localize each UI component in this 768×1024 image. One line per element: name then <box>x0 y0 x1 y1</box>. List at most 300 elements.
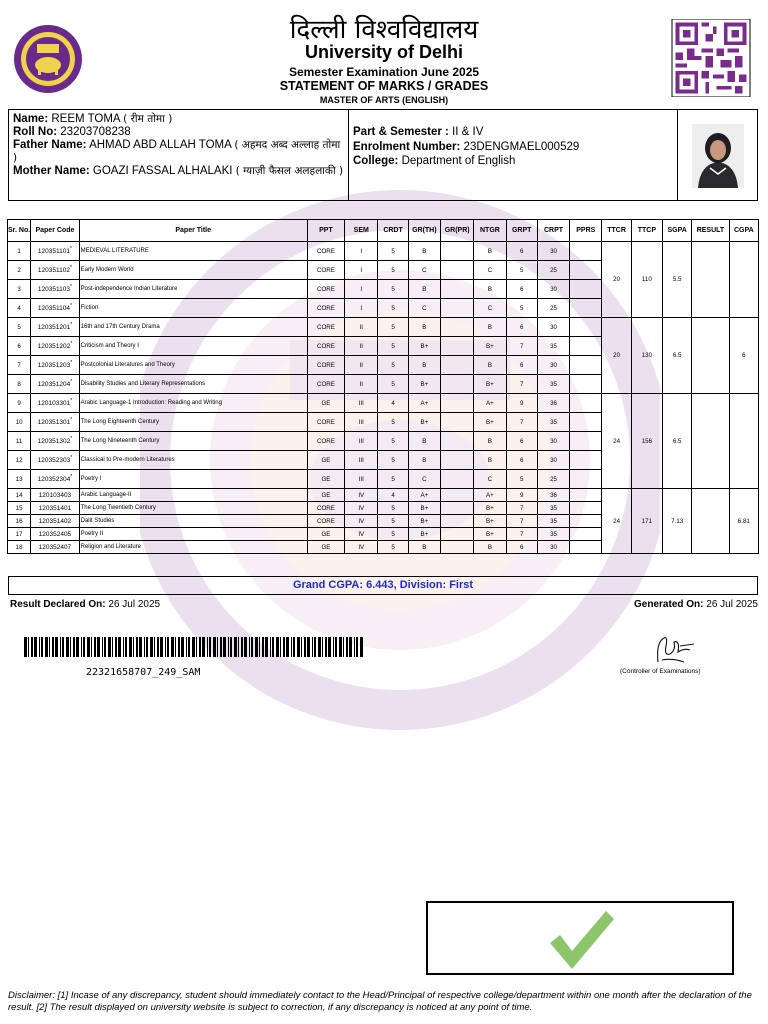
barcode-bar <box>220 637 222 657</box>
paper-code: 120103301 <box>37 400 71 408</box>
exam-title: Semester Examination June 2025 <box>288 65 480 79</box>
paper-code-cell <box>31 356 79 375</box>
sem-cell: III <box>345 470 378 489</box>
grade-point-cell: 5 <box>506 299 537 318</box>
grade-theory-cell: B <box>408 356 440 375</box>
barcode-bar <box>94 637 96 657</box>
credit-point-cell: 35 <box>537 375 569 394</box>
serial-cell: 14 <box>8 489 31 502</box>
semester-ttcr-cell: 24 <box>602 489 631 554</box>
barcode-bar <box>196 637 197 657</box>
credit-cell: 5 <box>378 470 408 489</box>
barcode-bar <box>280 637 281 657</box>
grade-point-cell: 6 <box>506 242 537 261</box>
sem-cell: III <box>345 432 378 451</box>
controller-label: (Controller of Examinations) <box>620 668 701 675</box>
grade-theory-cell: B+ <box>408 337 440 356</box>
paper-code: 120352304 <box>37 476 71 484</box>
part-row <box>353 125 673 140</box>
grade-theory-cell: B+ <box>408 375 440 394</box>
roll-label: Roll No: <box>13 126 58 138</box>
semester-ttcp-cell: 156 <box>631 394 662 489</box>
grade-point-cell: 9 <box>506 489 537 502</box>
generated-label: Generated On: <box>634 599 704 610</box>
pprs-cell <box>570 413 602 432</box>
paper-code-cell <box>31 394 79 413</box>
credit-point-cell: 35 <box>537 502 569 515</box>
pprs-cell <box>570 337 602 356</box>
column-header: RESULT <box>692 220 729 242</box>
semester-ttcp-cell: 110 <box>631 242 662 318</box>
barcode-bar <box>318 637 321 657</box>
barcode-bar <box>150 637 153 657</box>
serial-cell: 2 <box>8 261 31 280</box>
barcode-bar <box>186 637 187 657</box>
net-grade-cell: B+ <box>474 515 506 528</box>
barcode-bar <box>136 637 138 657</box>
credit-cell: 5 <box>378 502 408 515</box>
paper-title-cell: Dalit Studies <box>79 515 307 528</box>
grade-practical-cell <box>440 502 473 515</box>
table-row <box>8 318 759 337</box>
semester-sgpa-cell: 6.5 <box>663 394 692 489</box>
credit-cell: 5 <box>378 318 408 337</box>
sem-cell: III <box>345 451 378 470</box>
generated-on <box>634 599 758 610</box>
ppt-cell: GE <box>307 394 344 413</box>
credit-cell: 5 <box>378 413 408 432</box>
paper-code: 120351401 <box>38 505 72 513</box>
barcode-bar <box>360 637 363 657</box>
asterisk-mark: * <box>70 360 73 367</box>
barcode-bar <box>39 637 40 657</box>
barcode-bar <box>81 637 82 657</box>
paper-code: 120351302 <box>37 438 71 446</box>
barcode-bar <box>31 637 33 657</box>
grade-point-cell: 7 <box>506 502 537 515</box>
disclaimer: Disclaimer: [1] Incase of any discrepancy, student should immediately contact to the Head/Principal of respective college/department within one month after the declaration of the result. [2] The result displayed on university website is subject to correction, if any discrepancy is noticed at any point of time. <box>8 990 752 1013</box>
enrolment-number: 23DENGMAEL000529 <box>463 140 580 153</box>
barcode-bar <box>276 637 279 657</box>
pprs-cell <box>570 375 602 394</box>
net-grade-cell: B+ <box>474 375 506 394</box>
grade-theory-cell: C <box>408 299 440 318</box>
barcode-bar <box>244 637 247 657</box>
credit-cell: 4 <box>378 394 408 413</box>
grade-practical-cell <box>440 451 473 470</box>
paper-code-cell <box>31 528 79 541</box>
ppt-cell: GE <box>307 489 344 502</box>
checkmark-icon <box>546 907 616 971</box>
grade-practical-cell <box>440 375 473 394</box>
grade-theory-cell: B <box>408 242 440 261</box>
column-header: Paper Title <box>79 220 307 242</box>
barcode-bar <box>322 637 323 657</box>
sem-cell: I <box>345 299 378 318</box>
barcode-bar <box>73 637 75 657</box>
serial-cell: 7 <box>8 356 31 375</box>
student-name: REEM TOMA <box>51 113 120 125</box>
grade-practical-cell <box>440 470 473 489</box>
father-name-hindi: ( अहमद अब्द अल्लाह तोमा ) <box>13 139 341 164</box>
barcode-bar <box>293 637 295 657</box>
barcode-bar <box>307 637 310 657</box>
credit-cell: 5 <box>378 261 408 280</box>
pprs-cell <box>570 432 602 451</box>
barcode-bar <box>328 637 331 657</box>
mother-name-hindi: ( ग्याज़ी फैसल अलहलाकी ) <box>235 165 344 177</box>
credit-point-cell: 35 <box>537 515 569 528</box>
barcode-icon <box>24 637 366 657</box>
credit-point-cell: 36 <box>537 489 569 502</box>
barcode-bar <box>66 637 69 657</box>
paper-code-cell <box>31 280 79 299</box>
semester-cgpa-cell <box>729 394 758 489</box>
ppt-cell: CORE <box>307 261 344 280</box>
grade-theory-cell: B <box>408 451 440 470</box>
serial-cell: 10 <box>8 413 31 432</box>
barcode-bar <box>259 637 260 657</box>
grade-point-cell: 7 <box>506 337 537 356</box>
net-grade-cell: B <box>474 242 506 261</box>
grade-practical-cell <box>440 261 473 280</box>
sem-cell: II <box>345 337 378 356</box>
grade-practical-cell <box>440 432 473 451</box>
column-header: CRDT <box>378 220 408 242</box>
paper-code: 120351104 <box>37 305 70 313</box>
grade-theory-cell: A+ <box>408 489 440 502</box>
paper-code-cell <box>31 261 79 280</box>
barcode-bar <box>228 637 229 657</box>
barcode-bar <box>76 637 79 657</box>
barcode-bar <box>297 637 300 657</box>
paper-title-cell: Post-independence Indian Literature <box>79 280 307 299</box>
ppt-cell: CORE <box>307 242 344 261</box>
barcode-bar <box>354 637 355 657</box>
paper-title-cell: Poetry I <box>79 470 307 489</box>
serial-cell: 18 <box>8 541 31 554</box>
barcode-bar <box>304 637 306 657</box>
paper-code: 120352407 <box>38 544 72 552</box>
father-name: AHMAD ABD ALLAH TOMA <box>89 139 232 151</box>
grade-theory-cell: B+ <box>408 502 440 515</box>
net-grade-cell: B <box>474 356 506 375</box>
ppt-cell: CORE <box>307 502 344 515</box>
barcode-bar <box>301 637 302 657</box>
column-header: SGPA <box>663 220 692 242</box>
grand-cgpa: Grand CGPA: 6.443, Division: First <box>8 576 758 595</box>
paper-title-cell: Postcolonial Literatures and Theory <box>79 356 307 375</box>
roll-number: 23203708238 <box>60 126 131 138</box>
credit-cell: 5 <box>378 299 408 318</box>
barcode-bar <box>118 637 121 657</box>
barcode-bar <box>346 637 348 657</box>
pprs-cell <box>570 515 602 528</box>
credit-point-cell: 36 <box>537 394 569 413</box>
sem-cell: II <box>345 375 378 394</box>
barcode-bar <box>262 637 264 657</box>
net-grade-cell: B <box>474 432 506 451</box>
credit-point-cell: 25 <box>537 470 569 489</box>
grade-practical-cell <box>440 280 473 299</box>
table-row <box>8 394 759 413</box>
barcode-bar <box>125 637 127 657</box>
student-photo <box>692 124 744 188</box>
ppt-cell: CORE <box>307 318 344 337</box>
barcode-bar <box>62 637 64 657</box>
paper-code-cell <box>31 337 79 356</box>
serial-cell: 15 <box>8 502 31 515</box>
column-header: GR(PR) <box>440 220 473 242</box>
paper-code: 120351201 <box>37 324 71 332</box>
barcode-bar <box>251 637 253 657</box>
barcode-bar <box>272 637 274 657</box>
sem-cell: IV <box>345 528 378 541</box>
sem-cell: I <box>345 280 378 299</box>
barcode-bar <box>144 637 145 657</box>
father-label: Father Name: <box>13 139 87 151</box>
paper-title-cell: MEDIEVAL LITERATURE <box>79 242 307 261</box>
serial-cell: 11 <box>8 432 31 451</box>
signature-icon <box>650 632 696 668</box>
barcode-bar <box>202 637 205 657</box>
sem-cell: III <box>345 394 378 413</box>
paper-code: 120352303 <box>37 457 71 465</box>
hindi-university-title: दिल्ली विश्वविद्यालय <box>289 15 479 45</box>
grade-theory-cell: B <box>408 318 440 337</box>
grade-theory-cell: C <box>408 261 440 280</box>
declared-date: 26 Jul 2025 <box>108 599 161 610</box>
paper-title-cell: Disability Studies and Literary Representations <box>79 375 307 394</box>
barcode-number: 22321658707_249_SAM <box>86 667 201 678</box>
serial-cell: 3 <box>8 280 31 299</box>
part-semester: II & IV <box>452 126 484 138</box>
paper-code: 120351402 <box>38 518 72 526</box>
credit-cell: 5 <box>378 432 408 451</box>
grade-theory-cell: B <box>408 280 440 299</box>
column-header: NTGR <box>474 220 506 242</box>
asterisk-mark: * <box>70 379 73 386</box>
paper-title-cell: Fiction <box>79 299 307 318</box>
asterisk-mark: * <box>69 265 72 272</box>
barcode-bar <box>139 637 142 657</box>
grade-practical-cell <box>440 528 473 541</box>
photo-cell <box>677 110 759 200</box>
barcode-bar <box>60 637 61 657</box>
grade-practical-cell <box>440 413 473 432</box>
ppt-cell: GE <box>307 470 344 489</box>
semester-sgpa-cell: 5.5 <box>663 242 692 318</box>
paper-code-cell <box>31 413 79 432</box>
paper-code-cell <box>31 515 79 528</box>
net-grade-cell: B+ <box>474 528 506 541</box>
semester-sgpa-cell: 7.13 <box>663 489 692 554</box>
mother-row <box>13 165 344 178</box>
mother-name: GOAZI FASSAL ALHALAKI <box>92 165 233 177</box>
barcode-bar <box>104 637 106 657</box>
column-header: Sr. No. <box>8 220 31 242</box>
barcode-bar <box>223 637 226 657</box>
credit-point-cell: 35 <box>537 413 569 432</box>
net-grade-cell: B <box>474 541 506 554</box>
grade-practical-cell <box>440 356 473 375</box>
paper-title-cell: Arabic Language-1 Introduction: Reading and Writing <box>79 394 307 413</box>
barcode-bar <box>24 637 27 657</box>
barcode-bar <box>181 637 184 657</box>
sem-cell: IV <box>345 515 378 528</box>
column-header: GRPT <box>506 220 537 242</box>
serial-cell: 1 <box>8 242 31 261</box>
column-header: CGPA <box>729 220 758 242</box>
paper-code-cell <box>31 541 79 554</box>
grade-practical-cell <box>440 541 473 554</box>
serial-cell: 12 <box>8 451 31 470</box>
paper-code: 120351103 <box>37 286 70 294</box>
barcode-bar <box>207 637 208 657</box>
barcode-bar <box>55 637 58 657</box>
barcode-bar <box>34 637 37 657</box>
barcode-bar <box>87 637 90 657</box>
barcode-bar <box>28 637 29 657</box>
grade-point-cell: 7 <box>506 375 537 394</box>
barcode-bar <box>175 637 176 657</box>
student-personal-info <box>9 110 349 200</box>
pprs-cell <box>570 356 602 375</box>
ppt-cell: CORE <box>307 299 344 318</box>
semester-ttcp-cell: 130 <box>631 318 662 394</box>
net-grade-cell: B <box>474 451 506 470</box>
asterisk-mark: * <box>70 474 73 481</box>
column-header: TTCR <box>602 220 631 242</box>
barcode-bar <box>270 637 271 657</box>
mother-label: Mother Name: <box>13 165 90 177</box>
credit-point-cell: 30 <box>537 541 569 554</box>
serial-cell: 4 <box>8 299 31 318</box>
barcode-bar <box>52 637 54 657</box>
barcode-bar <box>171 637 174 657</box>
column-header: Paper Code <box>31 220 79 242</box>
paper-title-cell: Early Modern World <box>79 261 307 280</box>
paper-code-cell <box>31 489 79 502</box>
pprs-cell <box>570 299 602 318</box>
grade-theory-cell: B+ <box>408 528 440 541</box>
grade-point-cell: 9 <box>506 394 537 413</box>
grade-point-cell: 7 <box>506 528 537 541</box>
credit-point-cell: 30 <box>537 280 569 299</box>
grade-theory-cell: B <box>408 432 440 451</box>
barcode-bar <box>356 637 358 657</box>
grade-practical-cell <box>440 515 473 528</box>
credit-point-cell: 35 <box>537 337 569 356</box>
verification-box <box>426 901 734 975</box>
grade-point-cell: 6 <box>506 541 537 554</box>
barcode-bar <box>108 637 111 657</box>
paper-code-cell <box>31 502 79 515</box>
paper-code-cell <box>31 432 79 451</box>
credit-point-cell: 30 <box>537 318 569 337</box>
grade-point-cell: 7 <box>506 413 537 432</box>
semester-ttcp-cell: 171 <box>631 489 662 554</box>
asterisk-mark: * <box>70 436 73 443</box>
table-body <box>8 242 759 554</box>
paper-code-cell <box>31 299 79 318</box>
barcode-bar <box>41 637 43 657</box>
student-name-hindi: ( रीम तोमा ) <box>123 113 173 125</box>
paper-code: 120352405 <box>38 531 72 539</box>
barcode-bar <box>45 637 48 657</box>
sem-cell: IV <box>345 502 378 515</box>
barcode-bar <box>112 637 113 657</box>
paper-title-cell: Criticism and Theory I <box>79 337 307 356</box>
paper-code: 120351301 <box>37 419 71 427</box>
barcode-bar <box>133 637 134 657</box>
barcode-bar <box>265 637 268 657</box>
net-grade-cell: B+ <box>474 413 506 432</box>
barcode-bar <box>83 637 85 657</box>
barcode-bar <box>217 637 218 657</box>
table-header-row <box>8 220 759 242</box>
semester-cgpa-cell: 6.81 <box>729 489 758 554</box>
barcode-bar <box>91 637 92 657</box>
grade-point-cell: 6 <box>506 318 537 337</box>
grade-point-cell: 6 <box>506 451 537 470</box>
paper-code-cell <box>31 470 79 489</box>
student-academic-info <box>349 122 677 172</box>
ppt-cell: GE <box>307 528 344 541</box>
net-grade-cell: A+ <box>474 394 506 413</box>
paper-code-cell <box>31 375 79 394</box>
barcode-bar <box>102 637 103 657</box>
serial-cell: 8 <box>8 375 31 394</box>
grade-point-cell: 6 <box>506 280 537 299</box>
sem-cell: II <box>345 318 378 337</box>
credit-cell: 5 <box>378 356 408 375</box>
barcode-bar <box>283 637 285 657</box>
father-row <box>13 139 344 165</box>
name-row <box>13 113 344 126</box>
barcode-bar <box>209 637 211 657</box>
paper-code: 120351102 <box>37 267 70 275</box>
ppt-cell: CORE <box>307 413 344 432</box>
marks-table <box>7 219 759 554</box>
barcode-bar <box>343 637 344 657</box>
credit-point-cell: 35 <box>537 528 569 541</box>
paper-code-cell <box>31 318 79 337</box>
barcode-bar <box>192 637 195 657</box>
pprs-cell <box>570 541 602 554</box>
paper-title-cell: 16th and 17th Century Drama <box>79 318 307 337</box>
semester-result-cell <box>692 318 729 394</box>
barcode-bar <box>213 637 216 657</box>
barcode-bar <box>230 637 232 657</box>
semester-result-cell <box>692 242 729 318</box>
pprs-cell <box>570 261 602 280</box>
barcode-bar <box>234 637 237 657</box>
barcode-bar <box>349 637 352 657</box>
grade-point-cell: 5 <box>506 470 537 489</box>
table-row <box>8 242 759 261</box>
grade-practical-cell <box>440 394 473 413</box>
grade-theory-cell: B+ <box>408 515 440 528</box>
pprs-cell <box>570 451 602 470</box>
sem-cell: II <box>345 356 378 375</box>
barcode-bar <box>157 637 159 657</box>
college-name: Department of English <box>401 155 516 167</box>
barcode-bar <box>123 637 124 657</box>
barcode-bar <box>333 637 334 657</box>
ppt-cell: GE <box>307 451 344 470</box>
barcode-bar <box>165 637 166 657</box>
